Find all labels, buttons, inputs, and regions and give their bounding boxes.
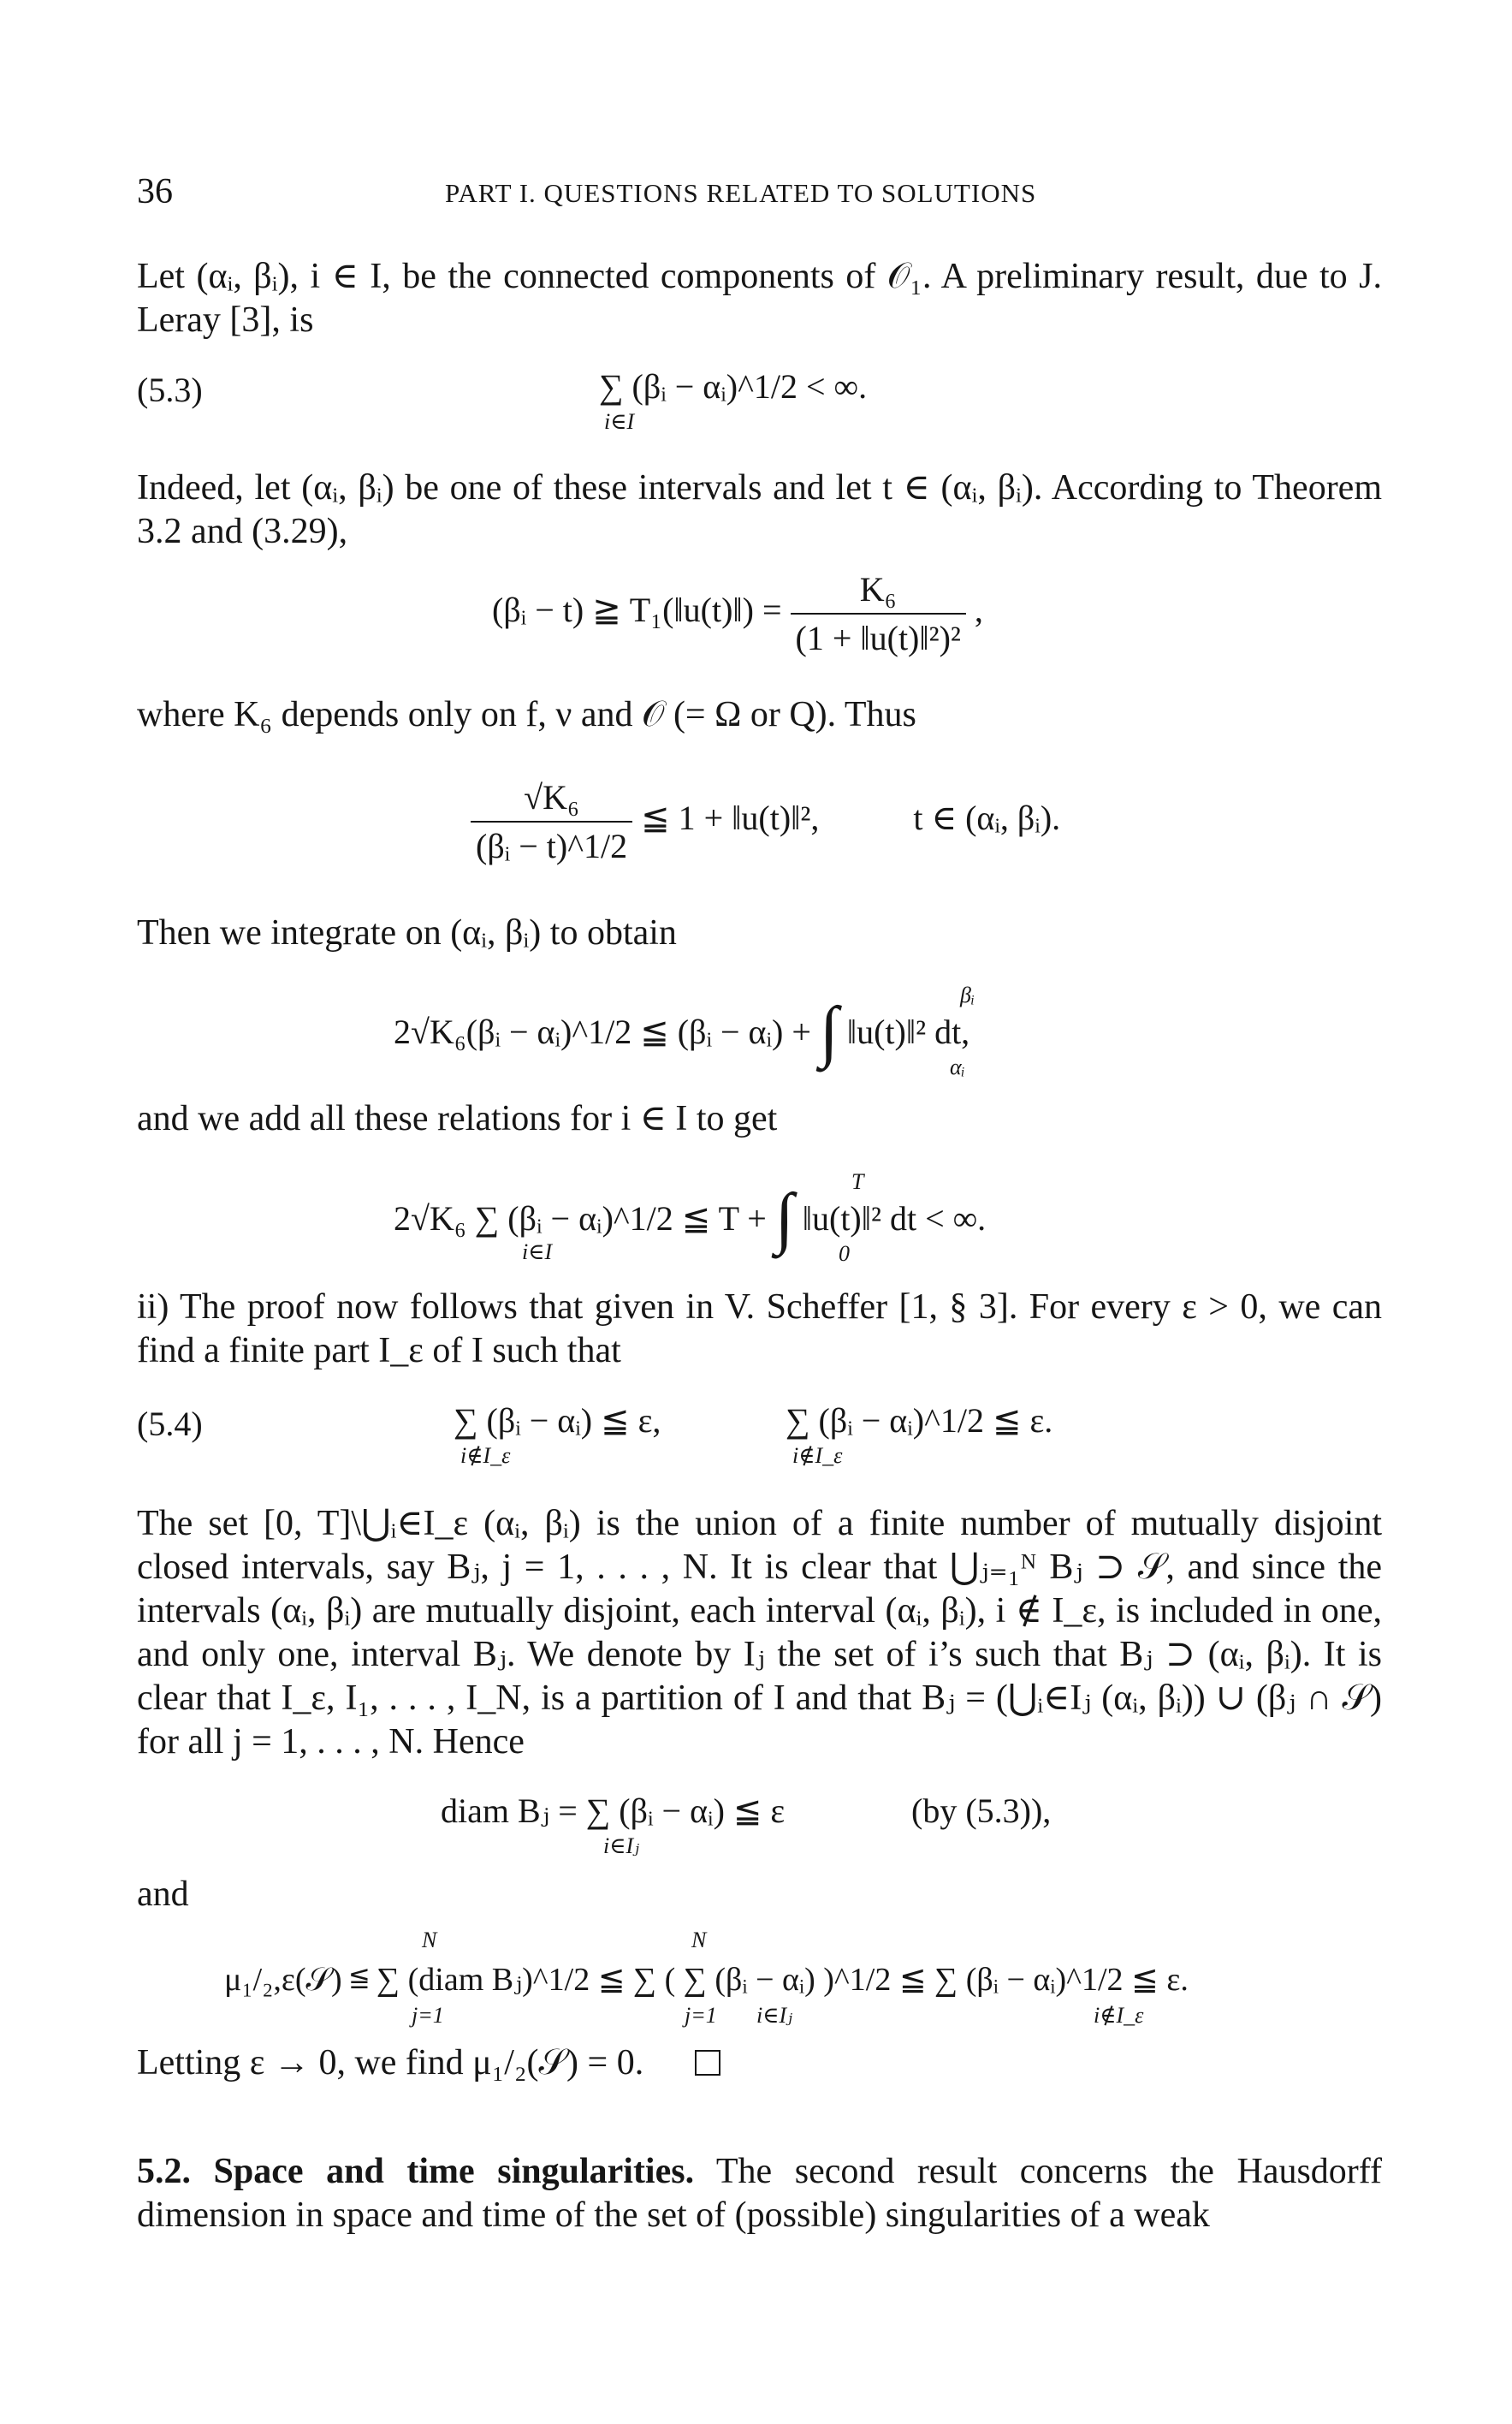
paragraph-8: and [137,1874,189,1914]
equation-diam: diam Bⱼ = ∑ (βᵢ − αᵢ) ≦ ε [441,1791,786,1830]
equation-integral-1-upper: βᵢ [960,983,975,1007]
paragraph-1: Let (αᵢ, βᵢ), i ∈ I, be the connected components of 𝒪₁. A preliminary result, due to J. Leray [3], is [137,257,1382,340]
paragraph-2: Indeed, let (αᵢ, βᵢ) be one of these intervals and let t ∈ (αᵢ, βᵢ). According to Theorem 3.2 and (3.29), [137,468,1382,551]
qed-box-icon [695,2050,720,2076]
equation-k6-condition: t ∈ (αᵢ, βᵢ). [913,799,1061,838]
equation-t1-denominator: (1 + ‖u(t)‖²)² [795,619,961,657]
equation-mu-index-3: i∈Iⱼ [756,2003,792,2028]
section-heading-5-2: 5.2. Space and time singularities. [137,2152,695,2191]
equation-integral-1-lower: αᵢ [950,1055,965,1079]
equation-integral-1-right: ‖u(t)‖² dt, [846,1013,970,1051]
equation-t1-end: , [974,591,983,630]
equation-mu-index-1: j=1 [412,2003,444,2028]
equation-5-3: ∑ (βᵢ − αᵢ)^1/2 < ∞. [599,367,868,406]
equation-integral-2-index: i∈I [522,1239,553,1264]
equation-5-4-a: ∑ (βᵢ − αᵢ) ≦ ε, [454,1401,661,1440]
page-header [137,171,1386,223]
equation-5-3-index: i∈I [604,409,635,434]
equation-k6-right: ≦ 1 + ‖u(t)‖², [641,799,820,838]
paragraph-4: Then we integrate on (αᵢ, βᵢ) to obtain [137,913,677,953]
equation-mu-index-2: j=1 [685,2003,717,2028]
equation-integral-2-lower: 0 [839,1241,850,1266]
equation-integral-1 [394,993,969,1071]
equation-integral-2 [394,1179,986,1257]
equation-mu-index-4: i∉I_ε [1094,2003,1144,2028]
paragraph-6: ii) The proof now follows that given in V. Scheffer [1, § 3]. For every ε > 0, we can find a finite part I_ε of I such that [137,1287,1382,1370]
equation-mu-top-2: N [691,1928,707,1952]
equation-diam-note: (by (5.3)), [911,1791,1052,1830]
equation-mu-top-1: N [422,1928,437,1952]
equation-diam-index: i∈Iⱼ [603,1833,639,1858]
running-head: PART I. QUESTIONS RELATED TO SOLUTIONS [445,178,1037,208]
equation-k6-numerator: √K₆ [471,777,632,823]
paragraph-10 [137,2150,1382,2237]
equation-integral-2-left: 2√K₆ ∑ (βᵢ − αᵢ)^1/2 ≦ T + [394,1199,767,1238]
paragraph-7: The set [0, T]\⋃ᵢ∈I_ε (αᵢ, βᵢ) is the union of a finite number of mutually disjoint closed intervals, say Bⱼ, j = 1, . . . , N. It is clear that ⋃ⱼ₌₁ᴺ Bⱼ ⊃ 𝒮, and since the intervals (αᵢ, βᵢ) are mutually disjoint, each interval (αᵢ, βᵢ), i ∉ I_ε, is included in one, and only one, interval Bⱼ. We denote by Iⱼ the set of i’s such that Bⱼ ⊃ (αᵢ, βᵢ). It is clear that I_ε, I₁, . . . , I_N, is a partition of I and that Bⱼ = (⋃ᵢ∈Iⱼ (αᵢ, βᵢ)) ∪ (βⱼ ∩ 𝒮) for all j = 1, . . . , N. Hence [137,1504,1382,1762]
paragraph-9-text: Letting ε → 0, we find μ₁/₂(𝒮) = 0. [137,2043,644,2082]
paragraph-10-body: The second result concerns the Hausdorff dimension in space and time of the set of (possible) singularities of a weak [137,2152,1383,2235]
integral-sign-2: ∫ [774,1180,794,1256]
equation-5-4-a-index: i∉I_ε [460,1443,511,1468]
equation-integral-2-right: ‖u(t)‖² dt < ∞. [802,1199,987,1238]
equation-t1 [492,569,983,658]
equation-k6-denominator: (βᵢ − t)^1/2 [476,827,628,865]
paragraph-3: where K₆ depends only on f, ν and 𝒪 (= Ω or Q). Thus [137,695,916,734]
equation-k6-fraction [471,777,632,866]
page-number: 36 [137,172,173,211]
integral-sign-1: ∫ [819,994,839,1069]
equation-k6 [471,777,1060,866]
equation-t1-left: (βᵢ − t) ≧ T₁(‖u(t)‖) = [492,591,782,630]
paragraph-9 [137,2041,1382,2085]
equation-5-4-b-index: i∉I_ε [792,1443,843,1468]
equation-integral-2-upper: T [851,1169,864,1194]
equation-integral-1-left: 2√K₆(βᵢ − αᵢ)^1/2 ≦ (βᵢ − αᵢ) + [394,1013,811,1051]
equation-label-5-4: (5.4) [137,1405,203,1443]
paragraph-5: and we add all these relations for i ∈ I to get [137,1099,778,1138]
equation-label-5-3: (5.3) [137,371,203,409]
equation-t1-fraction [791,569,966,658]
equation-t1-numerator: K₆ [791,569,966,615]
equation-mu: μ₁/₂,ε(𝒮) ≦ ∑ (diam Bⱼ)^1/2 ≦ ∑ ( ∑ (βᵢ − αᵢ) )^1/2 ≦ ∑ (βᵢ − αᵢ)^1/2 ≦ ε. [224,1962,1189,1998]
equation-5-4-b: ∑ (βᵢ − αᵢ)^1/2 ≦ ε. [786,1401,1053,1440]
